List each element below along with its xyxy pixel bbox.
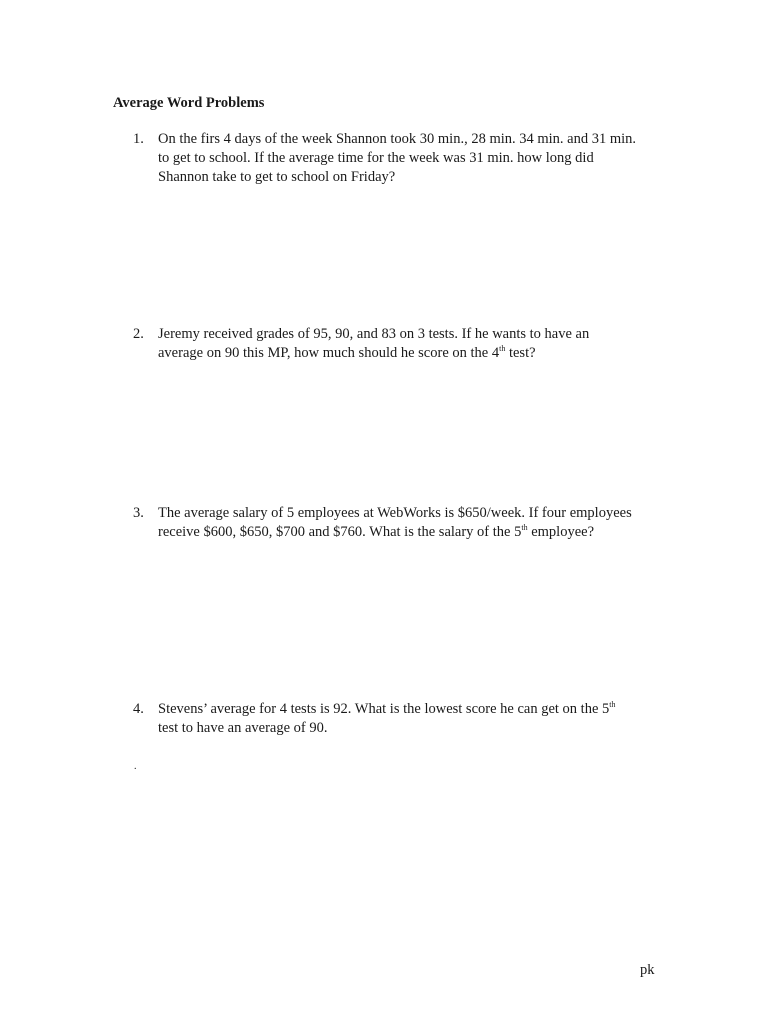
problem-1: [133, 130, 693, 187]
problem-line: On the firs 4 days of the week Shannon took 30 min., 28 min. 34 min. and 31 min.: [158, 131, 637, 147]
problem-4: [133, 700, 693, 738]
problem-text: [158, 130, 658, 187]
problem-line-text: Stevens’ average for 4 tests is 92. What is the lowest score he can get on the 5: [158, 701, 610, 717]
problem-2: [133, 325, 693, 363]
problem-line: Jeremy received grades of 95, 90, and 83 on 3 tests. If he wants to have an: [158, 326, 590, 342]
ordinal-superscript: th: [521, 523, 528, 532]
problem-text: [158, 504, 658, 542]
problem-line: [158, 700, 658, 719]
problem-line: The average salary of 5 employees at WebWorks is $650/week. If four employees: [158, 505, 632, 521]
problem-number: 2.: [133, 326, 144, 342]
problem-line: Shannon take to get to school on Friday?: [158, 169, 396, 185]
problem-line: to get to school. If the average time for the week was 31 min. how long did: [158, 150, 594, 166]
problem-number: 4.: [133, 701, 144, 717]
stray-mark: .: [134, 761, 137, 772]
page-title: Average Word Problems: [113, 95, 265, 111]
problem-number: 3.: [133, 505, 144, 521]
problem-line-text: average on 90 this MP, how much should he score on the 4: [158, 345, 500, 361]
ordinal-superscript: th: [499, 344, 506, 353]
problem-line: [158, 344, 658, 363]
problem-line-text: receive $600, $650, $700 and $760. What is the salary of the 5: [158, 524, 522, 540]
problem-line-text: employee?: [527, 524, 595, 540]
problem-text: [158, 700, 658, 738]
problem-line: test to have an average of 90.: [158, 720, 328, 736]
ordinal-superscript: th: [609, 700, 616, 709]
problem-number: 1.: [133, 131, 144, 147]
problem-line-text: test?: [505, 345, 536, 361]
footer-initials: pk: [640, 962, 655, 978]
problem-line: [158, 523, 658, 542]
problem-text: [158, 325, 658, 363]
problem-3: [133, 504, 693, 542]
